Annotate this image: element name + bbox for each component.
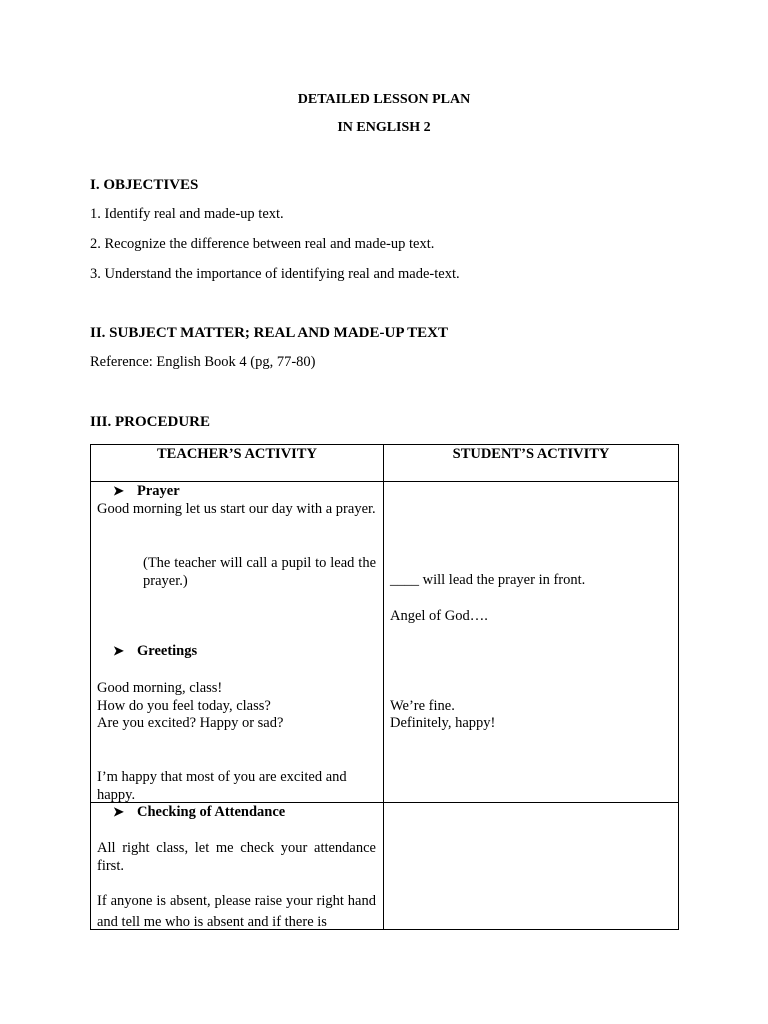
greetings-teacher-line3: Are you excited? Happy or sad? [97, 715, 284, 731]
prayer-teacher-note: (The teacher will call a pupil to lead the prayer.) [143, 555, 376, 589]
objective-item-3: 3. Understand the importance of identifying real and made-text. [90, 266, 460, 282]
teacher-activity-header: TEACHER’S ACTIVITY [91, 445, 384, 482]
objectives-heading: I. OBJECTIVES [90, 177, 199, 193]
objective-item-1: 1. Identify real and made-up text. [90, 206, 284, 222]
objective-item-2: 2. Recognize the difference between real and made-up text. [90, 236, 435, 252]
attendance-bullet [113, 803, 376, 821]
table-header-row [91, 445, 679, 482]
student-activity-header: STUDENT’S ACTIVITY [384, 445, 679, 482]
table-row [91, 803, 679, 930]
reference-line: Reference: English Book 4 (pg, 77-80) [90, 354, 316, 370]
prayer-teacher-text: Good morning let us start our day with a prayer. [97, 501, 376, 517]
attendance-title: Checking of Attendance [137, 804, 286, 820]
prayer-student-lead: ____ will lead the prayer in front. [390, 572, 586, 588]
prayer-bullet [113, 482, 376, 500]
arrow-bullet-icon: ➤ [113, 483, 124, 498]
student-cell-prayer-greetings [384, 482, 679, 803]
greetings-student-line1: We’re fine. [390, 698, 455, 714]
greetings-teacher-line2: How do you feel today, class? [97, 698, 271, 714]
document-title-line2: IN ENGLISH 2 [337, 120, 431, 135]
greetings-bullet [113, 642, 376, 660]
greetings-teacher-line4: I’m happy that most of you are excited and happy. [97, 769, 347, 802]
teacher-cell-attendance [91, 803, 384, 930]
greetings-title: Greetings [137, 643, 198, 659]
procedure-heading: III. PROCEDURE [90, 414, 211, 430]
greetings-student-line2: Definitely, happy! [390, 715, 496, 731]
student-cell-attendance [384, 803, 679, 930]
prayer-title: Prayer [137, 483, 180, 499]
attendance-teacher-p2: If anyone is absent, please raise your right hand and tell me who is absent and if there is [97, 893, 376, 929]
teacher-cell-prayer-greetings [91, 482, 384, 803]
arrow-bullet-icon: ➤ [113, 643, 124, 658]
table-row [91, 482, 679, 803]
procedure-table [90, 444, 679, 930]
greetings-teacher-line1: Good morning, class! [97, 680, 223, 696]
arrow-bullet-icon: ➤ [113, 804, 124, 819]
document-title-line1: DETAILED LESSON PLAN [297, 92, 471, 107]
attendance-teacher-p1: All right class, let me check your attendance first. [97, 840, 376, 874]
prayer-student-prayer: Angel of God…. [390, 608, 488, 624]
subject-matter-heading: II. SUBJECT MATTER; REAL AND MADE-UP TEXT [90, 325, 448, 341]
